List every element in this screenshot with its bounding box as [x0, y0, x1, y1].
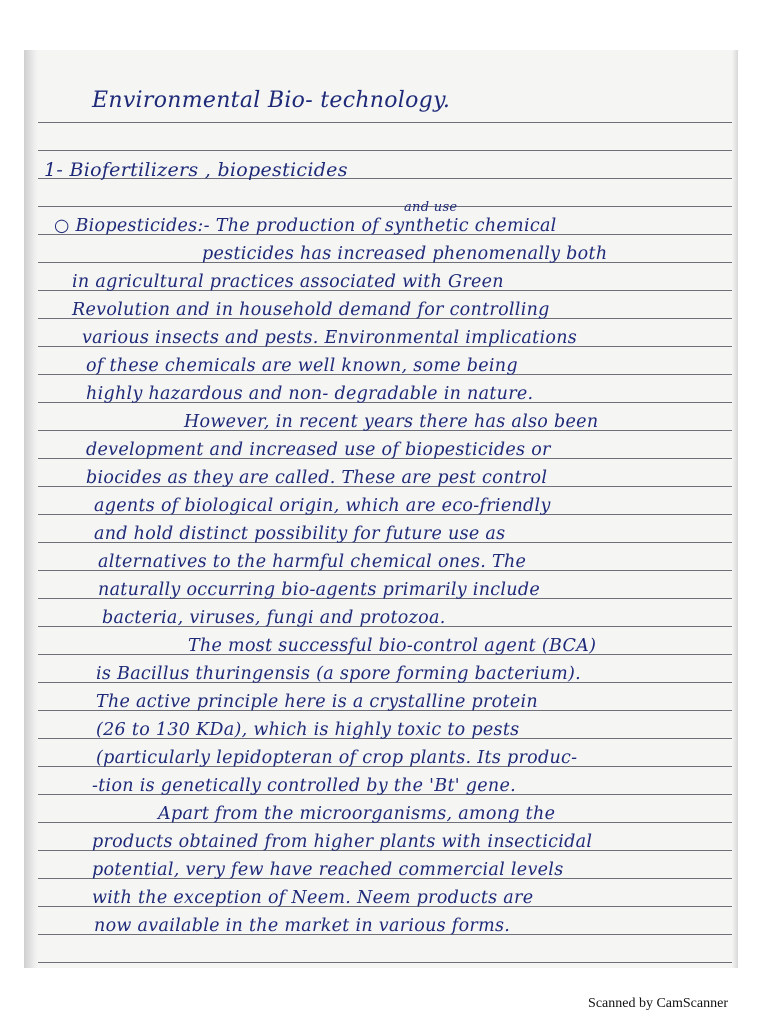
text-line: biocides as they are called. These are pest control	[86, 468, 548, 488]
text-line: now available in the market in various forms.	[94, 916, 511, 936]
text-line: potential, very few have reached commercial levels	[92, 860, 564, 880]
scanner-watermark: Scanned by CamScanner	[588, 996, 728, 1011]
text-line: bacteria, viruses, fungi and protozoa.	[102, 608, 446, 628]
text-line: products obtained from higher plants with insecticidal	[92, 832, 593, 852]
text-line: Revolution and in household demand for controlling	[72, 300, 550, 320]
text-line: The production of synthetic chemical	[215, 216, 557, 236]
page-binding	[24, 50, 38, 968]
text-line: alternatives to the harmful chemical ones. The	[98, 552, 527, 572]
text-line: with the exception of Neem. Neem products are	[92, 888, 534, 908]
text-line: in agricultural practices associated with Green	[72, 272, 504, 292]
text-line: pesticides has increased phenomenally both	[202, 244, 608, 264]
text-line: The active principle here is a crystalline protein	[96, 692, 538, 712]
text-line: Apart from the microorganisms, among the	[158, 804, 556, 824]
text-line: However, in recent years there has also been	[184, 412, 599, 432]
inserted-text: and use	[404, 200, 458, 215]
notebook-page	[24, 50, 738, 968]
text-line: The most successful bio-control agent (BCA)	[188, 636, 597, 656]
text-line: (particularly lepidopteran of crop plants. Its produc-	[96, 748, 578, 768]
text-line: (26 to 130 KDa), which is highly toxic to pests	[96, 720, 520, 740]
ruled-line	[38, 962, 732, 963]
text-line: various insects and pests. Environmental implications	[82, 328, 578, 348]
ruled-line	[38, 206, 732, 207]
text-line: agents of biological origin, which are eco-friendly	[94, 496, 551, 516]
bullet-label: ○ Biopesticides:- The production of synthetic chemical	[54, 216, 557, 236]
text-line: and hold distinct possibility for future use as	[94, 524, 506, 544]
ruled-line	[38, 150, 732, 151]
page-title: Environmental Bio- technology.	[92, 88, 451, 113]
text-line: highly hazardous and non- degradable in nature.	[86, 384, 534, 404]
page-edge	[732, 50, 738, 968]
text-line: naturally occurring bio-agents primarily include	[98, 580, 541, 600]
text-line: -tion is genetically controlled by the 'Bt' gene.	[92, 776, 517, 796]
text-line: of these chemicals are well known, some being	[86, 356, 518, 376]
text-line: is Bacillus thuringensis (a spore forming bacterium).	[96, 664, 581, 684]
text-line: development and increased use of biopesticides or	[86, 440, 551, 460]
biopesticides-label: Biopesticides:-	[75, 216, 216, 236]
ruled-line	[38, 122, 732, 123]
section-heading: 1- Biofertilizers , biopesticides	[44, 159, 348, 181]
